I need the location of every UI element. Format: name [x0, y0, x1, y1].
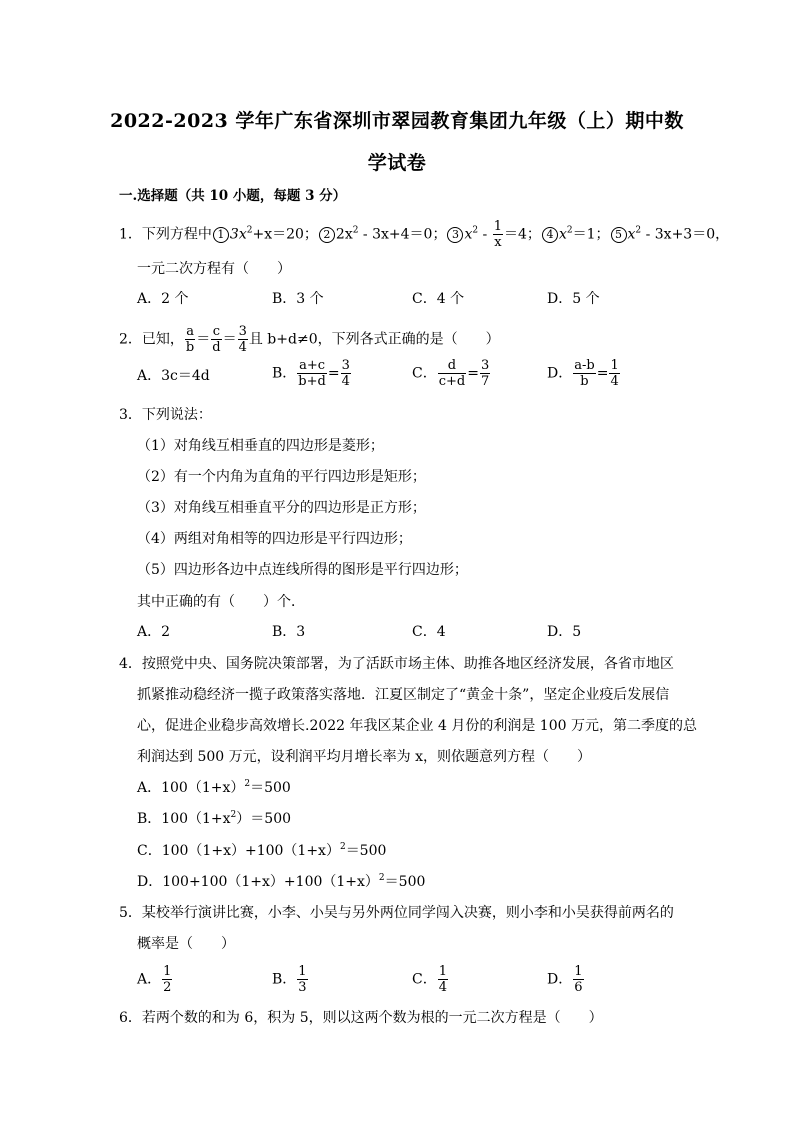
option-d: D． $\frac{a-b}{b}$ = $\frac{1}{4}$	[547, 358, 619, 389]
fraction: $\frac{a+c}{b+d}$	[298, 358, 326, 389]
exam-title-line-1: 2022-2023 学年广东省深圳市翠园教育集团九年级（上）期中数	[110, 110, 684, 132]
question-number: 5．	[119, 905, 142, 921]
question-5-line-2: 概率是（ ）	[137, 936, 235, 952]
statement-4: （4）两组对角相等的四边形是平行四边形；	[137, 531, 412, 547]
option-d: D．5	[547, 624, 582, 640]
exam-title-line-2: 学试卷	[367, 152, 427, 174]
option-b: B． $\frac{a+c}{b+d}$ = $\frac{3}{4}$	[272, 358, 350, 389]
fraction: $\frac{3}{4}$	[341, 358, 350, 389]
fraction: $\frac{3}{4}$	[238, 324, 247, 355]
fraction: $\frac{1}{3}$	[298, 964, 307, 995]
question-1-stem: 1．下列方程中 1 $3x^2+x=20$； 2 $2x^2 - 3x+4=0$； 3 $x^2$ - $\frac{1}{x}$ ＝4； 4 $x^2=1$； 5 $x^2 - 3x+3=0$，	[119, 219, 730, 250]
question-3-stem: 3．下列说法：	[119, 407, 212, 423]
option-a: A．2 个	[137, 291, 189, 307]
circled-number: 3	[447, 227, 463, 243]
circled-number: 1	[213, 227, 229, 243]
option-c: C．$100(1+x)+100(1+x)^2=500$	[137, 842, 387, 859]
section-heading: 一.选择题（共 10 小题，每题 3 分）	[119, 188, 347, 204]
circled-number: 4	[542, 227, 558, 243]
option-a: A． $\frac{1}{2}$	[137, 964, 172, 995]
statement-2: （2）有一个内角为直角的平行四边形是矩形；	[137, 469, 426, 485]
question-number: 1．	[119, 226, 142, 243]
question-number: 4．	[119, 656, 142, 672]
option-d: D． $\frac{1}{6}$	[547, 964, 583, 995]
question-number: 2．	[119, 331, 142, 348]
fraction: $\frac{1}{4}$	[610, 358, 619, 389]
question-3-tail: 其中正确的有（ ）个．	[137, 594, 305, 610]
option-c: C．4 个	[412, 291, 465, 307]
option-a: A．3c＝4d	[137, 368, 210, 384]
fraction: $\frac{1}{2}$	[163, 964, 172, 995]
question-4-line-1: 4．按照党中央、国务院决策部署，为了活跃市场主体、助推各地区经济发展，各省市地区	[119, 656, 674, 672]
fraction: $\frac{1}{x}$	[493, 219, 503, 250]
statement-5: （5）四边形各边中点连线所得的图形是平行四边形；	[137, 562, 468, 578]
statement-1: （1）对角线互相垂直的四边形是菱形；	[137, 438, 384, 454]
circled-number: 2	[319, 227, 335, 243]
fraction: $\frac{1}{6}$	[574, 964, 583, 995]
question-number: 3．	[119, 407, 142, 423]
question-5-line-1: 5．某校举行演讲比赛，小李、小吴与另外两位同学闯入决赛，则小李和小吴获得前两名的	[119, 905, 674, 921]
fraction: $\frac{3}{7}$	[480, 358, 490, 389]
option-b: B．3 个	[272, 291, 324, 307]
option-b: B．$100(1+x^2)=500$	[137, 810, 292, 827]
statement-3: （3）对角线互相垂直平分的四边形是正方形；	[137, 500, 426, 516]
option-c: C．4	[412, 624, 446, 640]
fraction: $\frac{c}{d}$	[212, 324, 221, 355]
option-c: C． $\frac{d}{c+d}$ = $\frac{3}{7}$	[412, 358, 490, 389]
question-4-line-2: 抓紧推动稳经济一揽子政策落实落地．江夏区制定了“黄金十条”，坚定企业疫后发展信	[137, 687, 670, 703]
option-d: D．$100+100(1+x)+100(1+x)^2=500$	[137, 873, 426, 890]
fraction: $\frac{1}{4}$	[438, 964, 447, 995]
fraction: $\frac{a}{b}$	[185, 324, 195, 355]
option-a: A．$100(1+x)^2=500$	[137, 779, 291, 796]
option-d: D．5 个	[547, 291, 600, 307]
question-1-continuation: 一元二次方程有（ ）	[137, 261, 291, 277]
option-b: B． $\frac{1}{3}$	[272, 964, 307, 995]
question-number: 6．	[119, 1010, 142, 1026]
fraction: $\frac{a-b}{b}$	[574, 358, 595, 389]
question-6-stem: 6．若两个数的和为 6，积为 5，则以这两个数为根的一元二次方程是（ ）	[119, 1010, 603, 1026]
option-a: A．2	[137, 624, 171, 640]
question-4-line-3: 心，促进企业稳步高效增长.2022 年我区某企业 4 月份的利润是 100 万元，第二季度的总	[137, 718, 697, 734]
question-2-stem: 2．已知， $\frac{a}{b}$ ＝ $\frac{c}{d}$ ＝ $\frac{3}{4}$ 且 b+d≠0，下列各式正确的是（ ）	[119, 324, 500, 355]
question-4-line-4: 利润达到 500 万元，设利润平均月增长率为 x，则依题意列方程（ ）	[137, 749, 591, 765]
option-b: B．3	[272, 624, 306, 640]
fraction: $\frac{d}{c+d}$	[438, 358, 466, 389]
option-c: C． $\frac{1}{4}$	[412, 964, 447, 995]
circled-number: 5	[611, 227, 627, 243]
